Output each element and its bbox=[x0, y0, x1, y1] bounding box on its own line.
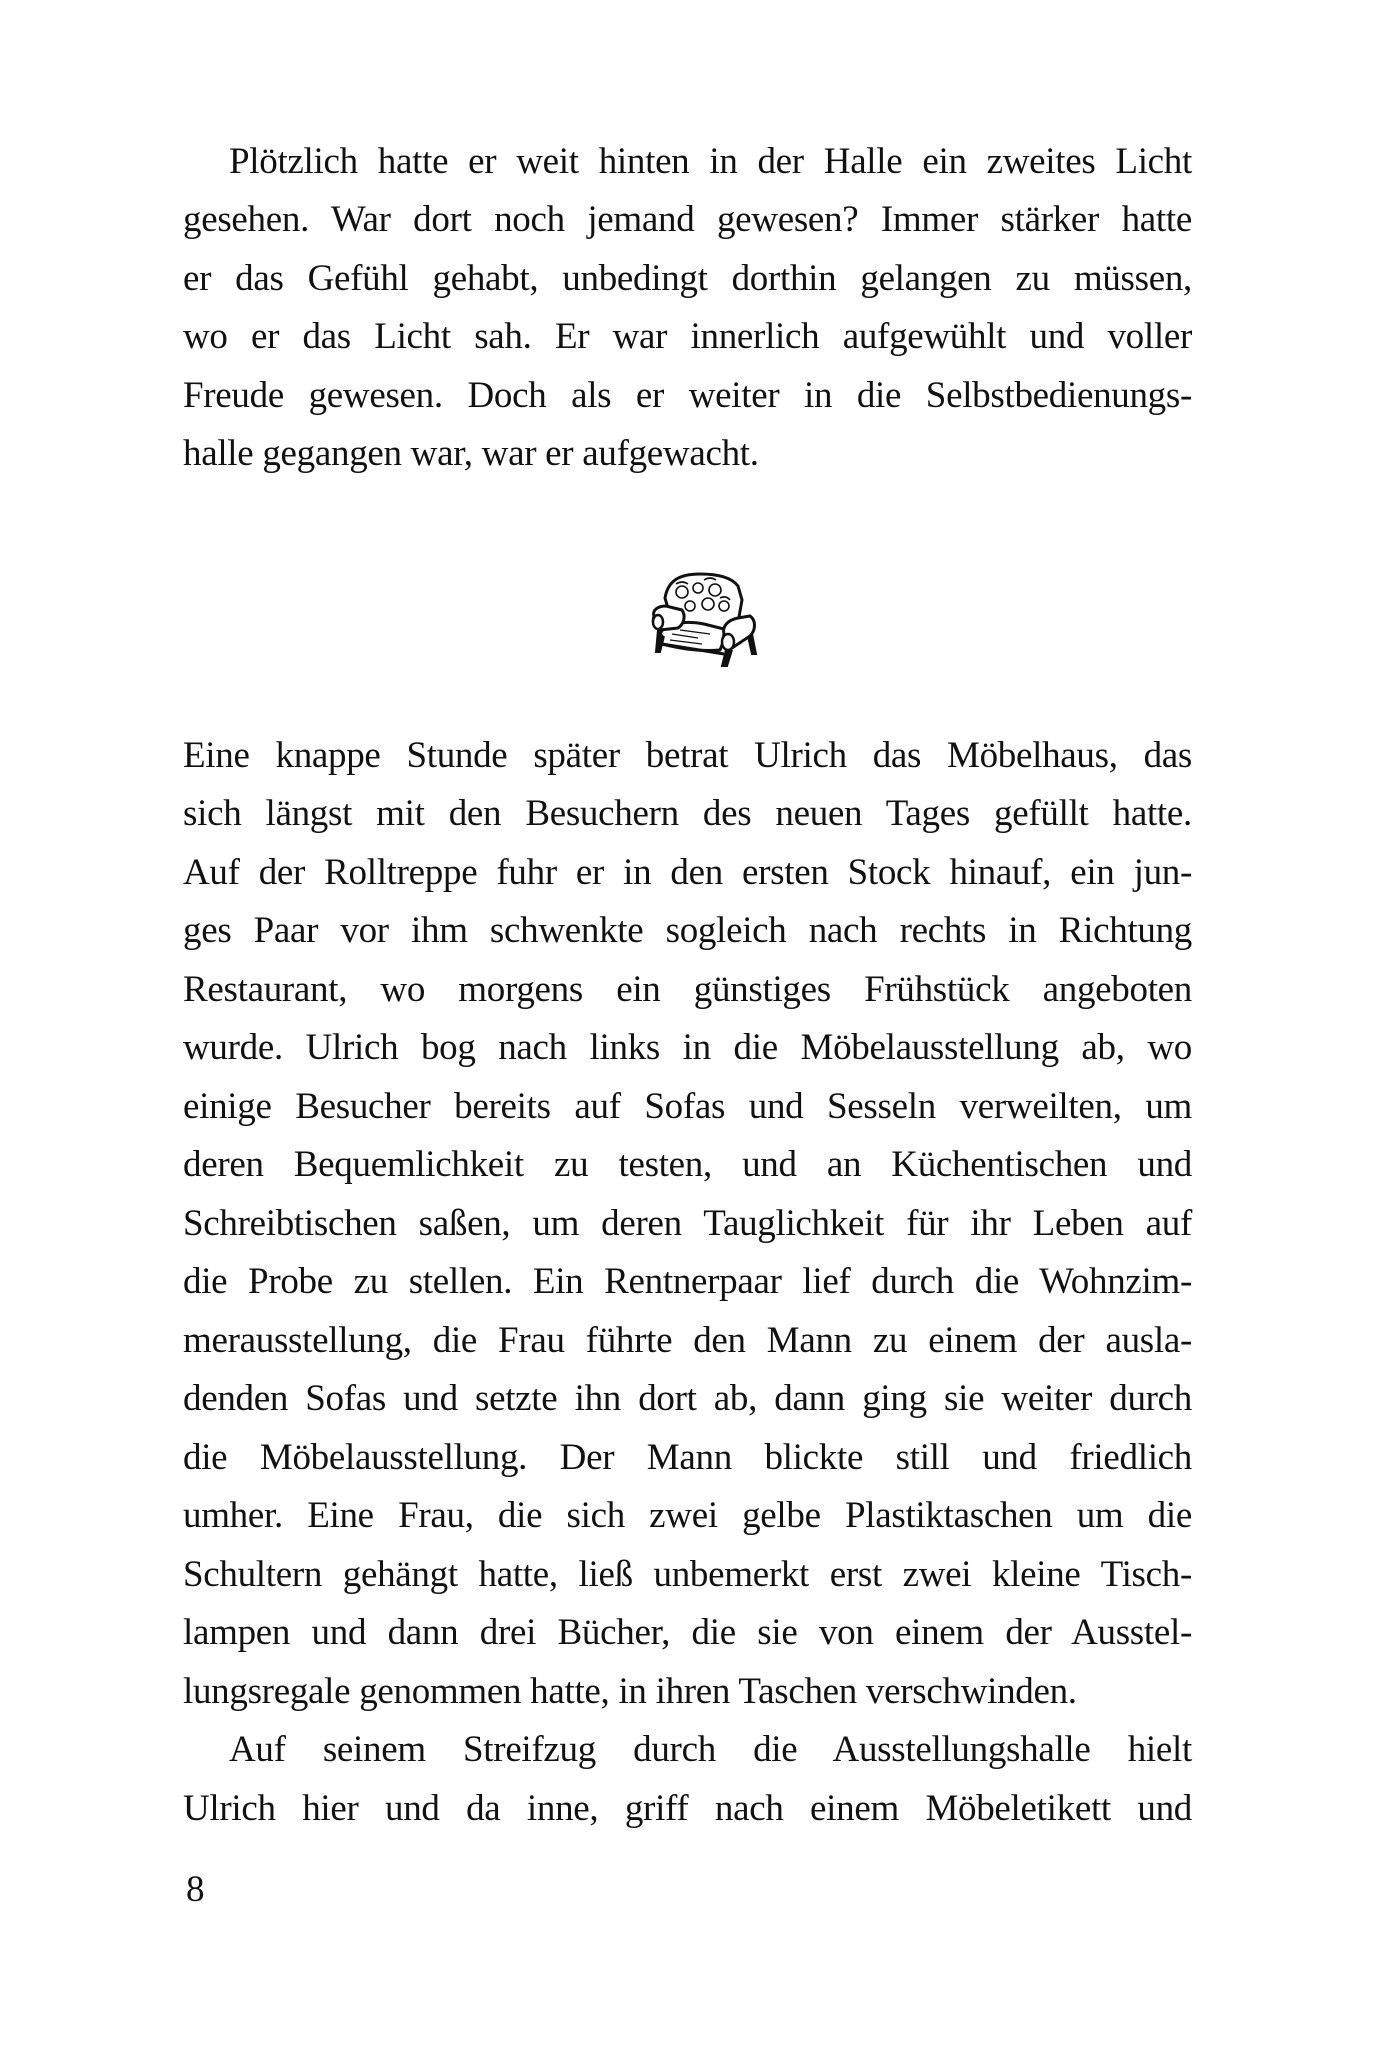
text-line: deren Bequemlichkeit zu testen, und an Küchentischen und bbox=[183, 1144, 1192, 1185]
text-line: umher. Eine Frau, die sich zwei gelbe Plastiktaschen um die bbox=[183, 1495, 1192, 1536]
armchair-sofa-icon bbox=[620, 560, 760, 670]
text-line: Ulrich hier und da inne, griff nach einem Möbeletikett und bbox=[183, 1788, 1192, 1829]
text-line: Schreibtischen saßen, um deren Tauglichkeit für ihr Leben auf bbox=[183, 1203, 1192, 1244]
text-line: lampen und dann drei Bücher, die sie von einem der Ausstel- bbox=[183, 1612, 1192, 1653]
text-line: wurde. Ulrich bog nach links in die Möbelausstellung ab, wo bbox=[183, 1027, 1192, 1068]
page-number: 8 bbox=[186, 1869, 205, 1910]
text-line: die Möbelausstellung. Der Mann blickte still und friedlich bbox=[183, 1437, 1192, 1478]
text-line: Plötzlich hatte er weit hinten in der Halle ein zweites Licht bbox=[229, 141, 1192, 182]
text-line: die Probe zu stellen. Ein Rentnerpaar lief durch die Wohnzim- bbox=[183, 1261, 1192, 1302]
text-line: wo er das Licht sah. Er war innerlich aufgewühlt und voller bbox=[183, 316, 1192, 357]
text-line: denden Sofas und setzte ihn dort ab, dann ging sie weiter durch bbox=[183, 1378, 1192, 1419]
text-line: Schultern gehängt hatte, ließ unbemerkt erst zwei kleine Tisch- bbox=[183, 1554, 1192, 1595]
text-line: ges Paar vor ihm schwenkte sogleich nach rechts in Richtung bbox=[183, 910, 1192, 951]
text-line: Auf der Rolltreppe fuhr er in den ersten Stock hinauf, ein jun- bbox=[183, 852, 1192, 893]
text-line: merausstellung, die Frau führte den Mann zu einem der ausla- bbox=[183, 1320, 1192, 1361]
text-line: Eine knappe Stunde später betrat Ulrich das Möbelhaus, das bbox=[183, 735, 1192, 776]
text-line: sich längst mit den Besuchern des neuen Tages gefüllt hatte. bbox=[183, 793, 1192, 834]
text-line: Freude gewesen. Doch als er weiter in die Selbstbedienungs- bbox=[183, 375, 1192, 416]
text-line: gesehen. War dort noch jemand gewesen? Immer stärker hatte bbox=[183, 199, 1192, 240]
text-line: lungsregale genommen hatte, in ihren Taschen verschwinden. bbox=[183, 1671, 1077, 1712]
text-line: halle gegangen war, war er aufgewacht. bbox=[183, 433, 759, 474]
text-line: er das Gefühl gehabt, unbedingt dorthin gelangen zu müssen, bbox=[183, 258, 1192, 299]
text-line: Restaurant, wo morgens ein günstiges Frühstück angeboten bbox=[183, 969, 1192, 1010]
text-line: Auf seinem Streifzug durch die Ausstellungshalle hielt bbox=[229, 1729, 1192, 1770]
text-line: einige Besucher bereits auf Sofas und Sesseln verweilten, um bbox=[183, 1086, 1192, 1127]
